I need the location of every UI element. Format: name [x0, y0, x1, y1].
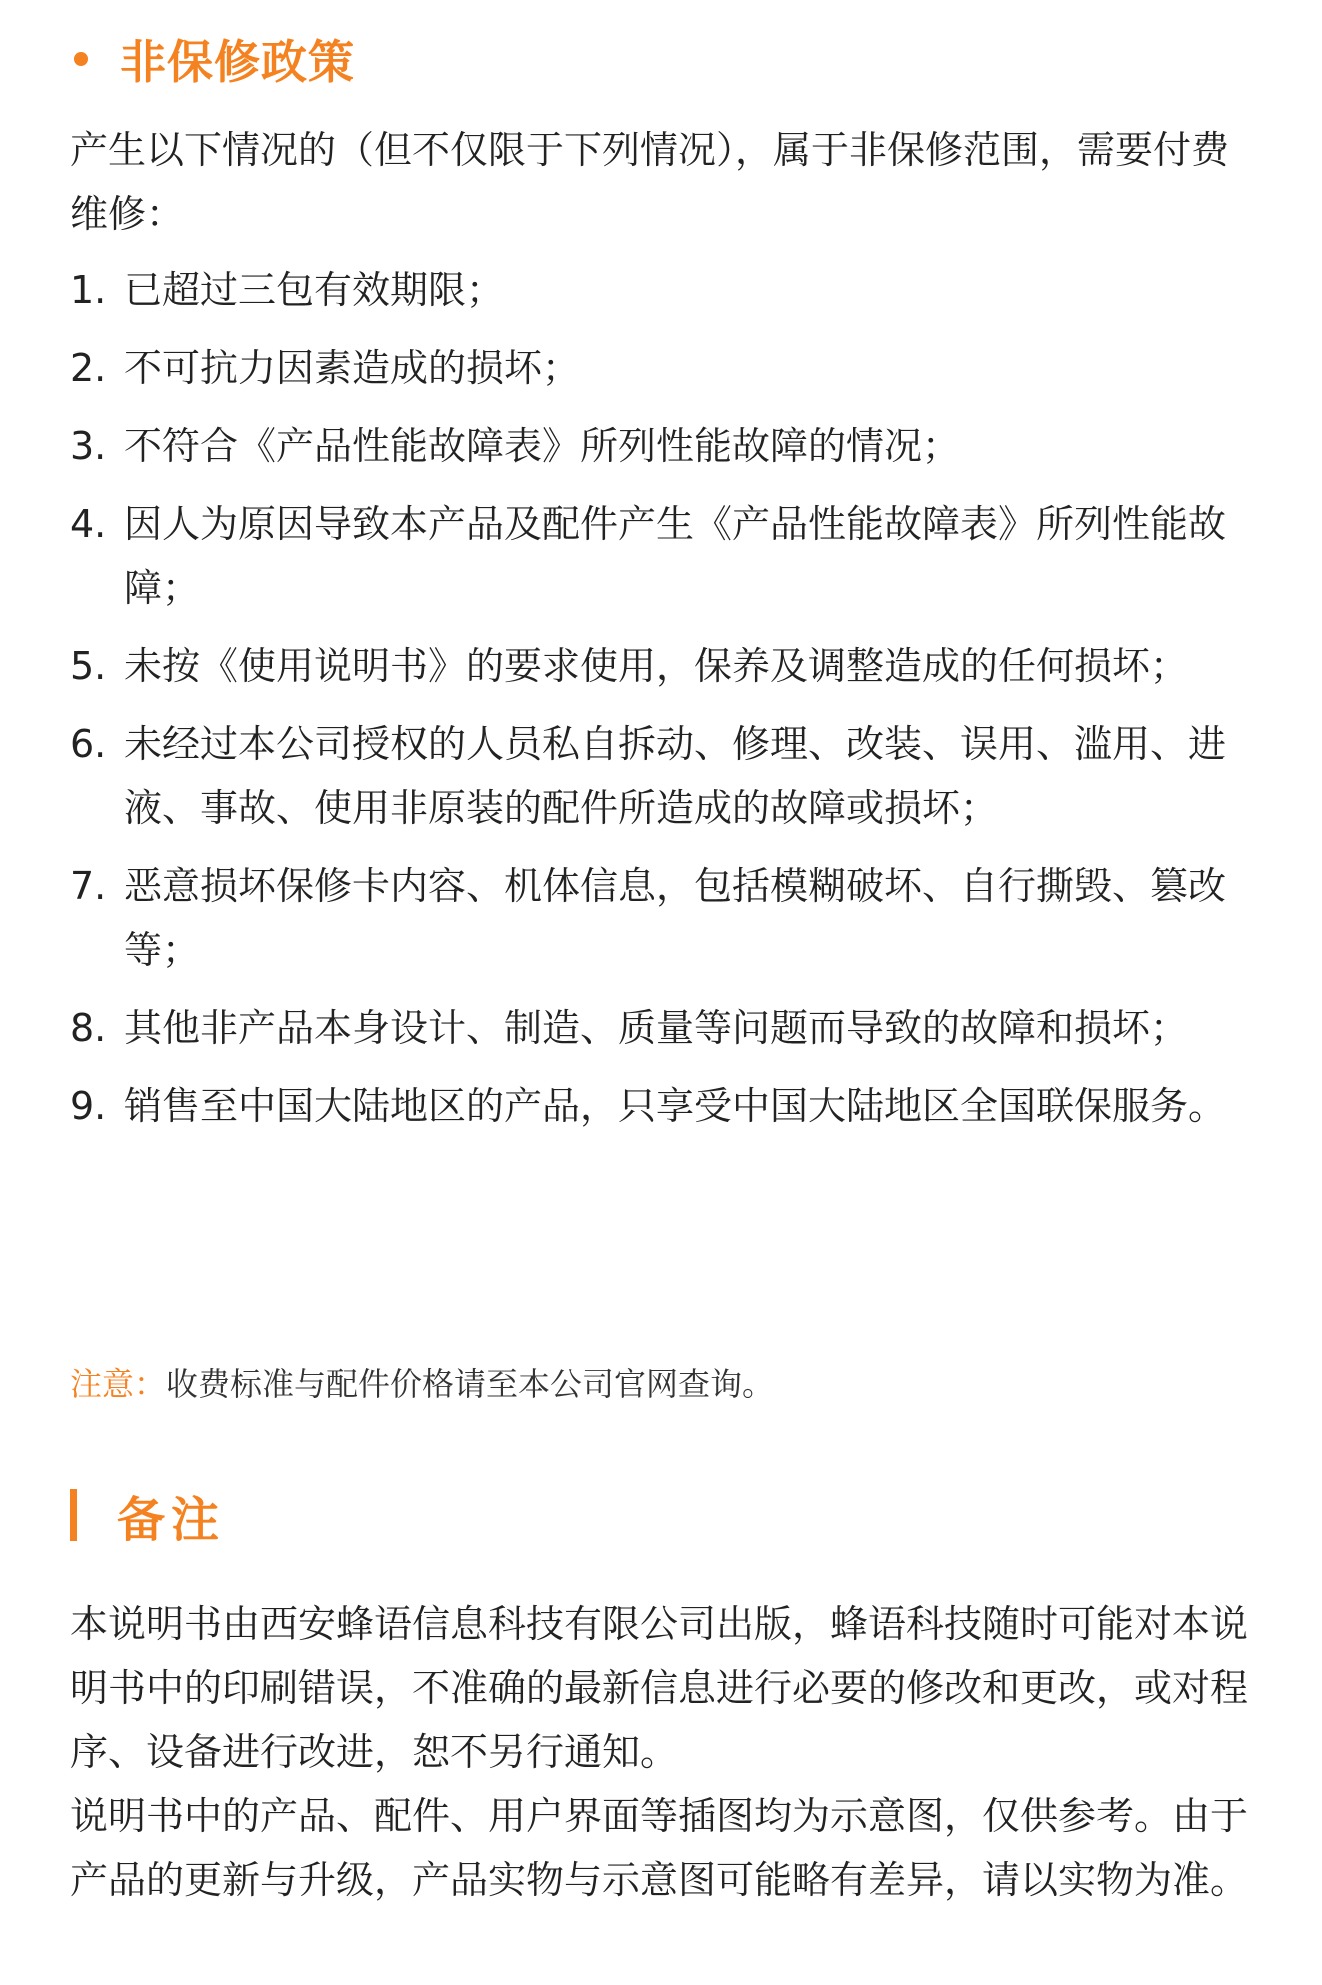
non-warranty-intro: 产生以下情况的（但不仅限于下列情况），属于非保修范围，需要付费维修：	[70, 128, 1230, 236]
list-item-text: 不可抗力因素造成的损坏；	[124, 346, 581, 390]
list-item	[70, 712, 1260, 840]
note-label: 注意：	[70, 1365, 167, 1403]
list-item-text: 未按《使用说明书》的要求使用，保养及调整造成的任何损坏；	[124, 644, 1189, 688]
list-item	[70, 854, 1260, 982]
list-item-number: 6.	[70, 722, 107, 766]
note-text: 收费标准与配件价格请至本公司官网查询。	[166, 1365, 775, 1403]
list-item-text: 已超过三包有效期限；	[124, 268, 505, 312]
remarks-paragraph: 本说明书由西安蜂语信息科技有限公司出版，蜂语科技随时可能对本说明书中的印刷错误，不准确的最新信息进行必要的修改和更改，或对程序、设备进行改进，恕不另行通知。	[70, 1602, 1249, 1774]
list-item-number: 1.	[70, 268, 107, 312]
remarks-title: 备注	[117, 1491, 226, 1548]
list-item	[70, 336, 1260, 400]
list-item-number: 7.	[70, 864, 107, 908]
list-item-text: 因人为原因导致本产品及配件产生《产品性能故障表》所列性能故障；	[124, 502, 1227, 610]
list-item-text: 销售至中国大陆地区的产品，只享受中国大陆地区全国联保服务。	[124, 1084, 1227, 1128]
list-item-number: 2.	[70, 346, 107, 390]
list-item	[70, 996, 1260, 1060]
list-item-number: 5.	[70, 644, 107, 688]
section-bar-icon	[70, 1489, 77, 1541]
non-warranty-heading	[70, 24, 355, 94]
remarks-heading	[70, 1480, 225, 1550]
list-item	[70, 1074, 1260, 1138]
list-item	[70, 492, 1260, 620]
list-item-text: 不符合《产品性能故障表》所列性能故障的情况；	[124, 424, 961, 468]
list-item-text: 恶意损坏保修卡内容、机体信息，包括模糊破坏、自行撕毁、篡改等；	[124, 864, 1227, 972]
fee-note	[70, 1358, 774, 1410]
list-item-number: 3.	[70, 424, 107, 468]
list-item-number: 8.	[70, 1006, 107, 1050]
remarks-paragraph: 说明书中的产品、配件、用户界面等插图均为示意图，仅供参考。由于产品的更新与升级，产品实物与示意图可能略有差异，请以实物为准。	[70, 1794, 1249, 1902]
list-item-text: 其他非产品本身设计、制造、质量等问题而导致的故障和损坏；	[124, 1006, 1189, 1050]
non-warranty-title: 非保修政策	[120, 35, 355, 89]
list-item	[70, 414, 1260, 478]
remarks-body	[70, 1592, 1260, 1912]
bullet-dot-icon	[74, 52, 88, 66]
list-item-number: 9.	[70, 1084, 107, 1128]
list-item-number: 4.	[70, 502, 107, 546]
non-warranty-list	[70, 258, 1260, 1152]
list-item-text: 未经过本公司授权的人员私自拆动、修理、改装、误用、滥用、进液、事故、使用非原装的配件所造成的故障或损坏；	[124, 722, 1227, 830]
list-item	[70, 634, 1260, 698]
list-item	[70, 258, 1260, 322]
